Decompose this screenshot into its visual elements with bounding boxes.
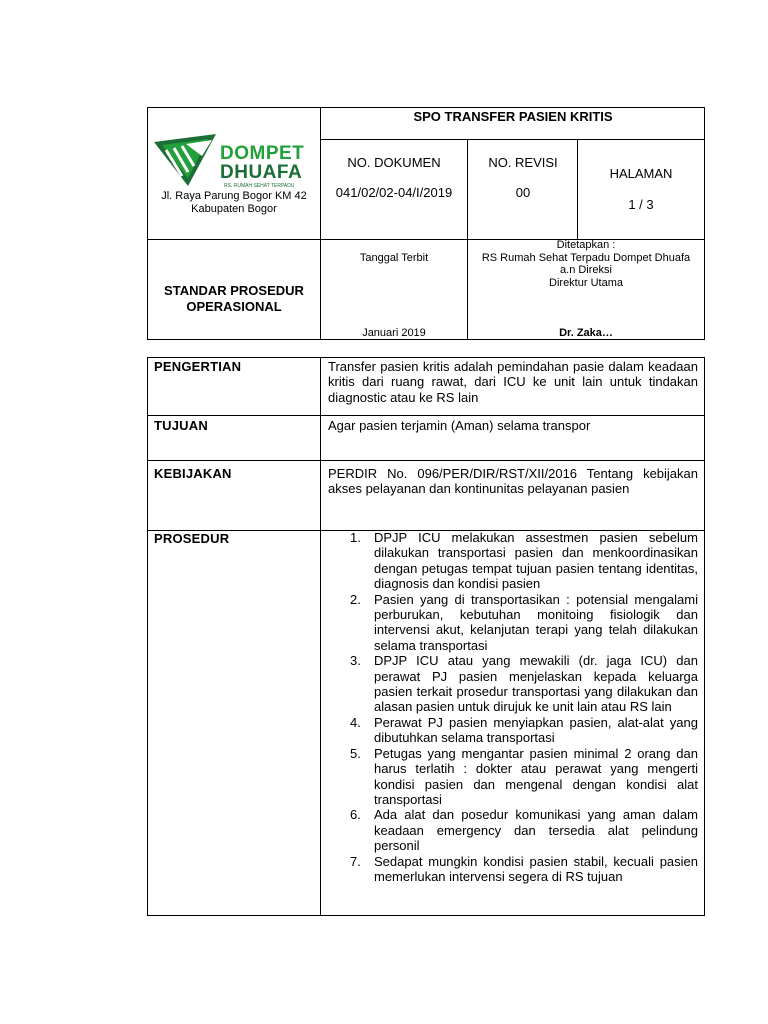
logo-text-dompet: DOMPET — [220, 143, 305, 164]
dompet-dhuafa-logo — [152, 132, 308, 188]
content-table — [147, 357, 705, 916]
spo-title-line-2: OPERASIONAL — [186, 299, 282, 314]
halaman-label: HALAMAN — [609, 166, 673, 181]
pengertian-label: PENGERTIAN — [154, 359, 242, 374]
logo-tagline: RS. RUMAH SEHAT TERPADU — [224, 183, 295, 189]
dompet-dhuafa-logo-mark-icon — [152, 132, 218, 188]
ditetapkan-line-2: RS Rumah Sehat Terpadu Dompet Dhuafa — [481, 251, 691, 264]
ditetapkan-line-4: Direktur Utama — [549, 276, 623, 289]
prosedur-steps — [328, 530, 698, 884]
ditetapkan-line-1: Ditetapkan : — [556, 239, 616, 251]
row-divider-2 — [148, 460, 704, 461]
spo-title-line-1: STANDAR PROSEDUR — [164, 283, 304, 298]
content-divider-vertical — [320, 358, 321, 915]
ditetapkan-line-3: a.n Direksi — [560, 264, 612, 276]
tanggal-terbit-label: Tanggal Terbit — [359, 252, 429, 264]
prosedur-step: 6. Ada alat dan posedur komunikasi yang aman dalam keadaan emergency dan tersedia alat pelindung personil — [350, 807, 698, 854]
prosedur-step: 2. Pasien yang di transportasikan : potensial mengalami perburukan, kebutuhan monitoing fisiologik dan intervensi akut, kelanjutan terapi yang telah dilakukan selama transportasi — [350, 591, 698, 653]
tujuan-text: Agar pasien terjamin (Aman) selama transpor — [328, 418, 591, 433]
no-revisi-label: NO. REVISI — [488, 155, 558, 170]
no-revisi-value: 00 — [515, 185, 531, 200]
prosedur-step: 1. DPJP ICU melakukan assestmen pasien sebelum dilakukan transportasi pasien dan menkoordinasikan dengan petugas tempat tujuan pasien tentang identitas, diagnosis dan kondisi pasien — [350, 530, 698, 592]
prosedur-step: 3. DPJP ICU atau yang mewakili (dr. jaga ICU) dan perawat PJ pasien menjelaskan kepada keluarga pasien terkait prosedur transportasi yang dilakukan dan alasan pasien untuk dirujuk ke unit lain atau RS lain — [350, 653, 698, 715]
address-line-1: Jl. Raya Parung Bogor KM 42 — [161, 190, 307, 202]
halaman-value: 1 / 3 — [628, 197, 654, 212]
address-line-2: Kabupaten Bogor — [191, 203, 277, 215]
kebijakan-text: PERDIR No. 096/PER/DIR/RST/XII/2016 Tentang kebijakan akses pelayanan dan kontinunitas pelayanan pasien — [328, 466, 698, 497]
prosedur-step: 5. Petugas yang mengantar pasien minimal 2 orang dan harus terlatih : dokter atau perawat yang mengerti kondisi pasien dan mengenal dengan kondisi alat transportasi — [350, 745, 698, 807]
logo-text-dhuafa: DHUAFA — [220, 162, 303, 183]
pengertian-text: Transfer pasien kritis adalah pemindahan pasie dalam keadaan kritis dari ruang rawat, dari ICU ke unit lain untuk tindakan diagnostic atau ke RS lain — [328, 359, 698, 405]
tanggal-terbit-value: Januari 2019 — [362, 327, 426, 339]
document-title: SPO TRANSFER PASIEN KRITIS — [413, 109, 613, 124]
signatory-name: Dr. Zaka… — [559, 327, 613, 339]
row-divider-1 — [148, 415, 704, 416]
prosedur-label: PROSEDUR — [154, 531, 230, 546]
header-divider-vertical — [320, 108, 321, 339]
no-dokumen-label: NO. DOKUMEN — [347, 155, 441, 170]
no-dokumen-value: 041/02/02-04/I/2019 — [335, 185, 453, 200]
prosedur-step: 7. Sedapat mungkin kondisi pasien stabil, kecuali pasien memerlukan intervensi segera di RS tujuan — [350, 853, 698, 884]
prosedur-step: 4. Perawat PJ pasien menyiapkan pasien, alat-alat yang dibutuhkan selama transportasi — [350, 714, 698, 746]
kebijakan-label: KEBIJAKAN — [154, 466, 232, 481]
tujuan-label: TUJUAN — [154, 418, 208, 433]
header-divider-title — [320, 139, 704, 140]
header-table — [147, 107, 705, 340]
